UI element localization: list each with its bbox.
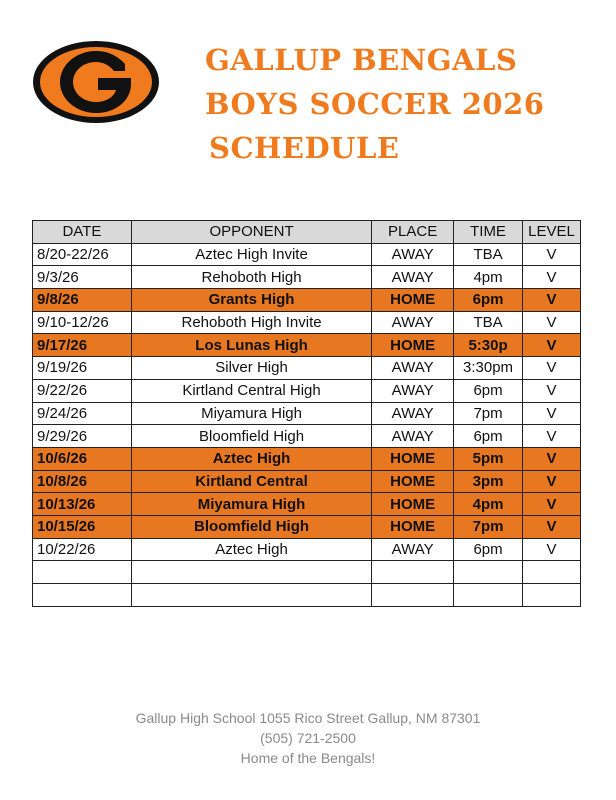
cell-time: 6pm [454,379,523,402]
cell-date: 8/20-22/26 [33,243,132,266]
cell-opponent: Kirtland Central High [131,379,371,402]
cell-place: AWAY [372,243,454,266]
column-header-date: DATE [33,221,132,244]
cell-place: HOME [372,493,454,516]
column-header-level: LEVEL [523,221,581,244]
cell-opponent: Rehoboth High Invite [131,311,371,334]
cell-opponent: Aztec High [131,447,371,470]
cell-date: 9/29/26 [33,425,132,448]
cell-time: 7pm [454,402,523,425]
cell-time [454,561,523,584]
cell-place: AWAY [372,538,454,561]
cell-place: AWAY [372,357,454,380]
cell-place: HOME [372,334,454,357]
cell-place: AWAY [372,379,454,402]
cell-date: 10/13/26 [33,493,132,516]
cell-level: V [523,289,581,312]
cell-date: 9/8/26 [33,289,132,312]
cell-date: 9/10-12/26 [33,311,132,334]
table-row [33,289,581,312]
cell-level: V [523,515,581,538]
cell-place: HOME [372,289,454,312]
title-line-1: GALLUP BENGALS [205,43,518,77]
cell-place [372,584,454,607]
cell-opponent: Silver High [131,357,371,380]
cell-place: AWAY [372,425,454,448]
cell-time: 3pm [454,470,523,493]
cell-date: 10/15/26 [33,515,132,538]
cell-opponent [131,561,371,584]
footer-phone: (505) 721-2500 [260,730,356,746]
cell-level: V [523,379,581,402]
cell-place: AWAY [372,311,454,334]
cell-time: TBA [454,243,523,266]
cell-place [372,561,454,584]
cell-opponent: Miyamura High [131,493,371,516]
cell-place: AWAY [372,402,454,425]
table-row [33,357,581,380]
cell-level [523,561,581,584]
cell-opponent: Los Lunas High [131,334,371,357]
cell-opponent: Bloomfield High [131,425,371,448]
cell-time: 5pm [454,447,523,470]
cell-date [33,584,132,607]
cell-level: V [523,402,581,425]
table-row [33,379,581,402]
schedule-table [32,220,581,607]
cell-time: 5:30p [454,334,523,357]
cell-time [454,584,523,607]
cell-opponent: Grants High [131,289,371,312]
cell-time: 7pm [454,515,523,538]
cell-place: HOME [372,447,454,470]
cell-level: V [523,538,581,561]
cell-opponent [131,584,371,607]
title-line-3: SCHEDULE [209,131,400,165]
table-header-row [33,221,581,244]
column-header-place: PLACE [372,221,454,244]
cell-level: V [523,470,581,493]
table-row [33,493,581,516]
cell-date: 10/8/26 [33,470,132,493]
cell-time: TBA [454,311,523,334]
cell-date: 9/17/26 [33,334,132,357]
cell-date: 9/3/26 [33,266,132,289]
table-row [33,266,581,289]
table-row [33,447,581,470]
cell-level [523,584,581,607]
column-header-time: TIME [454,221,523,244]
cell-place: HOME [372,515,454,538]
cell-opponent: Aztec High Invite [131,243,371,266]
cell-time: 4pm [454,493,523,516]
cell-place: HOME [372,470,454,493]
cell-level: V [523,493,581,516]
cell-time: 4pm [454,266,523,289]
table-row [33,334,581,357]
cell-date: 10/6/26 [33,447,132,470]
cell-opponent: Kirtland Central [131,470,371,493]
cell-level: V [523,425,581,448]
table-row [33,470,581,493]
cell-time: 6pm [454,289,523,312]
cell-opponent: Miyamura High [131,402,371,425]
table-row [33,243,581,266]
cell-date: 9/22/26 [33,379,132,402]
cell-level: V [523,311,581,334]
cell-time: 6pm [454,425,523,448]
footer-tagline: Home of the Bengals! [240,750,376,766]
g-logo-icon [32,40,160,124]
cell-date: 9/24/26 [33,402,132,425]
table-row [33,402,581,425]
table-row [33,515,581,538]
column-header-opponent: OPPONENT [131,221,371,244]
cell-level: V [523,243,581,266]
table-row [33,584,581,607]
cell-date: 10/22/26 [33,538,132,561]
table-row [33,425,581,448]
cell-level: V [523,357,581,380]
cell-opponent: Bloomfield High [131,515,371,538]
table-row [33,538,581,561]
title-line-2: BOYS SOCCER 2026 [205,87,545,121]
cell-time: 6pm [454,538,523,561]
footer-address: Gallup High School 1055 Rico Street Gallup, NM 87301 [135,710,481,726]
page-title [205,38,544,170]
table-row [33,311,581,334]
footer [0,708,616,768]
table-row [33,561,581,584]
cell-level: V [523,334,581,357]
cell-time: 3:30pm [454,357,523,380]
cell-opponent: Aztec High [131,538,371,561]
cell-date: 9/19/26 [33,357,132,380]
cell-level: V [523,447,581,470]
cell-date [33,561,132,584]
cell-place: AWAY [372,266,454,289]
cell-opponent: Rehoboth High [131,266,371,289]
cell-level: V [523,266,581,289]
